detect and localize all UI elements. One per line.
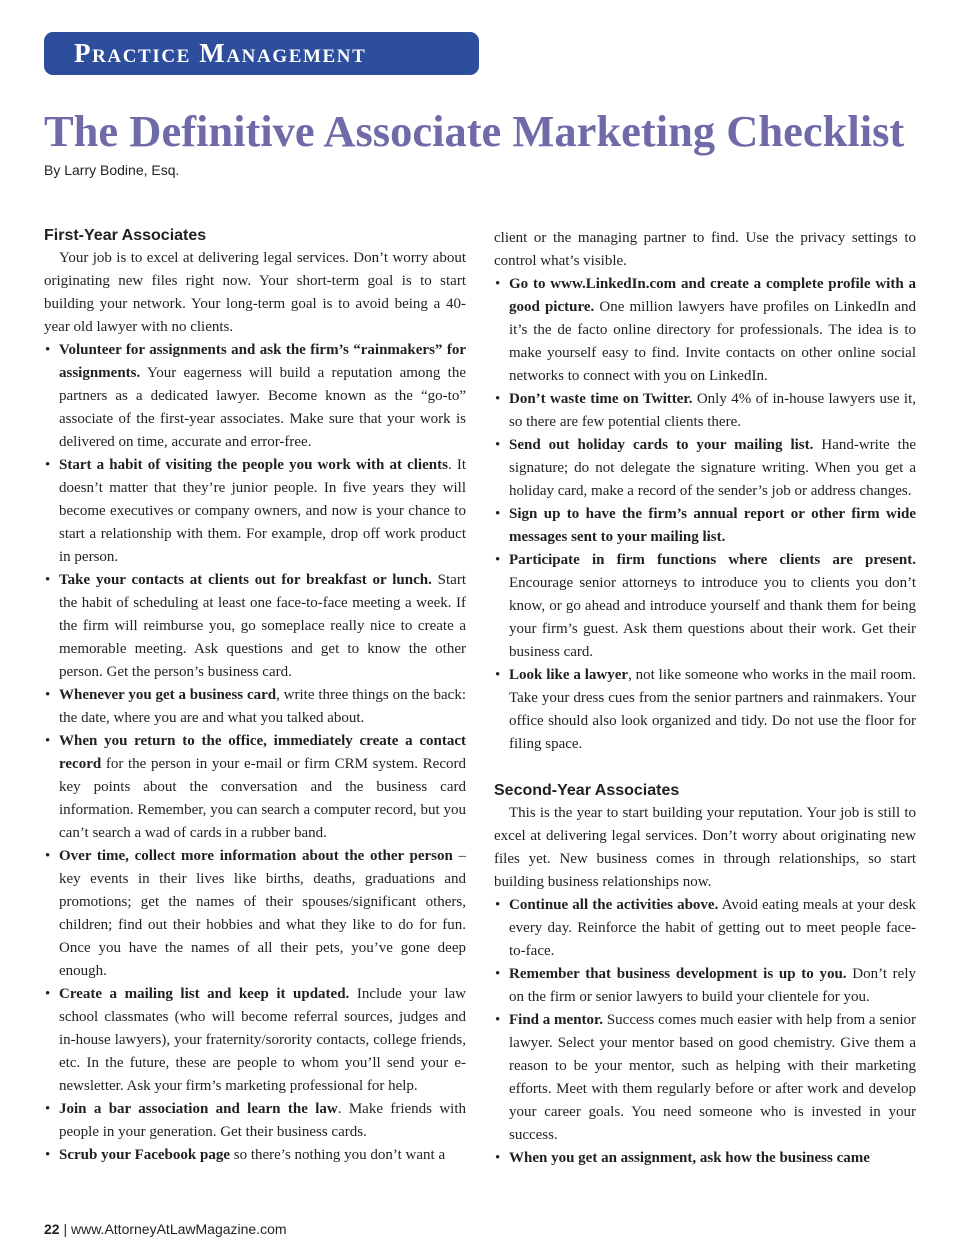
list-item-lead: Over time, collect more information about the other person: [59, 848, 453, 864]
list-item: [494, 434, 916, 503]
list-item: [494, 388, 916, 434]
list-item: [494, 1147, 916, 1170]
continuation-text: client or the managing partner to find. Use the privacy settings to control what’s visible.: [494, 230, 916, 269]
list-item-lead: When you return to the office, immediately create a contact record: [59, 733, 466, 772]
list-item: [44, 730, 466, 845]
list-item-text: , write three things on the back: the date, where you are and what you talked about.: [59, 687, 467, 726]
list-item-lead: Participate in firm functions where clients are present.: [509, 552, 916, 568]
list-item-text: , not like someone who works in the mail room. Take your dress cues from the senior partners and rainmakers. Your office should also look organized and tidy. Do not use the floor for filing space.: [509, 667, 917, 752]
list-item: [494, 549, 916, 664]
second-year-list: [494, 894, 916, 1170]
article-title: The Definitive Associate Marketing Checklist: [44, 106, 905, 156]
list-item-text: so there’s nothing you don’t want a: [229, 1147, 446, 1163]
list-item: [44, 1098, 466, 1144]
list-item-lead: Remember that business development is up to you.: [509, 966, 847, 982]
list-item: [494, 664, 916, 756]
list-item-lead: When you get an assignment, ask how the business came: [509, 1150, 870, 1166]
list-item: [44, 983, 466, 1098]
section-gap: [494, 756, 916, 779]
list-item: [44, 1144, 466, 1167]
list-item-lead: Don’t waste time on Twitter.: [509, 391, 693, 407]
list-item-lead: Join a bar association and learn the law: [59, 1101, 338, 1117]
first-year-intro: Your job is to excel at delivering legal services. Don’t worry about originating new files right now. Your short-term goal is to start building your network. Your long-term goal is to avoid being a 40-year old lawyer with no clients.: [44, 250, 466, 335]
list-item-text: . It doesn’t matter that they’re junior people. In five years they will become executives or company owners, and now is your chance to start a relationship with them. For example, drop off work product in person.: [59, 457, 466, 565]
list-item-lead: Send out holiday cards to your mailing list.: [509, 437, 814, 453]
list-item-lead: Look like a lawyer: [509, 667, 629, 683]
first-year-heading: First-Year Associates: [44, 227, 207, 244]
list-item-text: Avoid eating meals at your desk every day. Reinforce the habit of getting out to meet people face-to-face.: [509, 897, 917, 959]
second-year-heading: Second-Year Associates: [494, 782, 680, 799]
list-item: [44, 454, 466, 569]
list-item-text: One million lawyers have profiles on LinkedIn and it’s the de facto online directory for professionals. The idea is to make yourself easy to find. Invite contacts on other online social networks to connect with you on LinkedIn.: [509, 299, 916, 384]
page-footer: [44, 1219, 287, 1239]
list-item: [44, 569, 466, 684]
byline: By Larry Bodine, Esq.: [44, 162, 180, 178]
list-item: [44, 339, 466, 454]
list-item-lead: Whenever you get a business card: [59, 687, 277, 703]
list-item-lead: Start a habit of visiting the people you work with at clients: [59, 457, 448, 473]
list-item: [494, 503, 916, 549]
list-item-text: Encourage senior attorneys to introduce you to clients you don’t know, or go ahead and introduce yourself and thank them for being your firm’s guest. Ask them questions about their work. Get their business card.: [509, 575, 916, 660]
list-item-lead: Volunteer for assignments and ask the firm’s “rainmakers” for assignments.: [59, 342, 466, 381]
list-item-text: Success comes much easier with help from a senior lawyer. Select your mentor based on good chemistry. Give them a reason to be your mentor, such as helping with their marketing efforts. Meet with them regularly before or after work and develop your career goals. You need someone who is invested in your success.: [509, 1012, 916, 1143]
list-item-text: for the person in your e-mail or firm CRM system. Record key points about the conversation and the business card information. Remember, you can search a computer record, but you can’t search a wad of cards in a rubber band.: [59, 756, 466, 841]
list-item: [44, 845, 466, 983]
list-item-text: Your eagerness will build a reputation among the partners as a dedicated lawyer. Become known as the “go-to” associate of the first-year associates. Make sure that your work is delivered on time, accurate and error-free.: [59, 365, 466, 450]
list-item-lead: Take your contacts at clients out for breakfast or lunch.: [59, 572, 432, 588]
list-item-lead: Continue all the activities above.: [509, 897, 719, 913]
left-column: [44, 224, 466, 1167]
list-item-lead: Create a mailing list and keep it updated.: [59, 986, 350, 1002]
second-year-intro: This is the year to start building your reputation. Your job is still to excel at delivering legal services. Don’t worry about originating new files yet. New business comes in through relationships, so start building business relationships now.: [494, 805, 916, 890]
page-number: 22: [44, 1221, 60, 1237]
list-item-lead: Sign up to have the firm’s annual report or other firm wide messages sent to your mailing list.: [509, 506, 916, 545]
list-item-text: Only 4% of in-house lawyers use it, so there are few potential clients there.: [509, 391, 916, 430]
list-item-text: – key events in their lives like births, deaths, graduations and promotions; get the names of their spouses/significant others, children; find out their hobbies and what they like to do for fun. Once you have the names of all their pets, you’ve gone deep enough.: [59, 848, 466, 979]
list-item-text: Don’t rely on the firm or senior lawyers to build your clientele for you.: [509, 966, 917, 1005]
footer-website: www.AttorneyAtLawMagazine.com: [71, 1221, 287, 1237]
list-item: [494, 1009, 916, 1147]
list-item-text: . Make friends with people in your generation. Get their business cards.: [59, 1101, 466, 1140]
list-item-text: Hand-write the signature; do not delegate the signature writing. When you get a holiday card, make a record of the sender’s job or address changes.: [509, 437, 916, 499]
list-item-text: Include your law school classmates (who will become referral sources, judges and in-house lawyers), your fraternity/sorority contacts, college friends, etc. In the future, these are people to whom you’ll send your e-newsletter. Ask your firm’s marketing professional for help.: [59, 986, 467, 1094]
list-item-text: Start the habit of scheduling at least one face-to-face meeting a week. If the firm will reimburse you, go someplace really nice to create a memorable meeting. Ask questions and get to know the other person. Get the person’s business card.: [59, 572, 466, 680]
first-year-list-continued: [494, 273, 916, 756]
right-column: [494, 227, 916, 1170]
list-item-lead: Go to www.LinkedIn.com and create a complete profile with a good picture.: [509, 276, 916, 315]
footer-separator: |: [63, 1221, 68, 1237]
list-item: [494, 273, 916, 388]
list-item: [494, 894, 916, 963]
list-item-lead: Scrub your Facebook page: [59, 1147, 230, 1163]
first-year-list: [44, 339, 466, 1167]
list-item: [44, 684, 466, 730]
list-item-lead: Find a mentor.: [509, 1012, 604, 1028]
section-banner: Practice Management: [44, 32, 479, 75]
list-item: [494, 963, 916, 1009]
